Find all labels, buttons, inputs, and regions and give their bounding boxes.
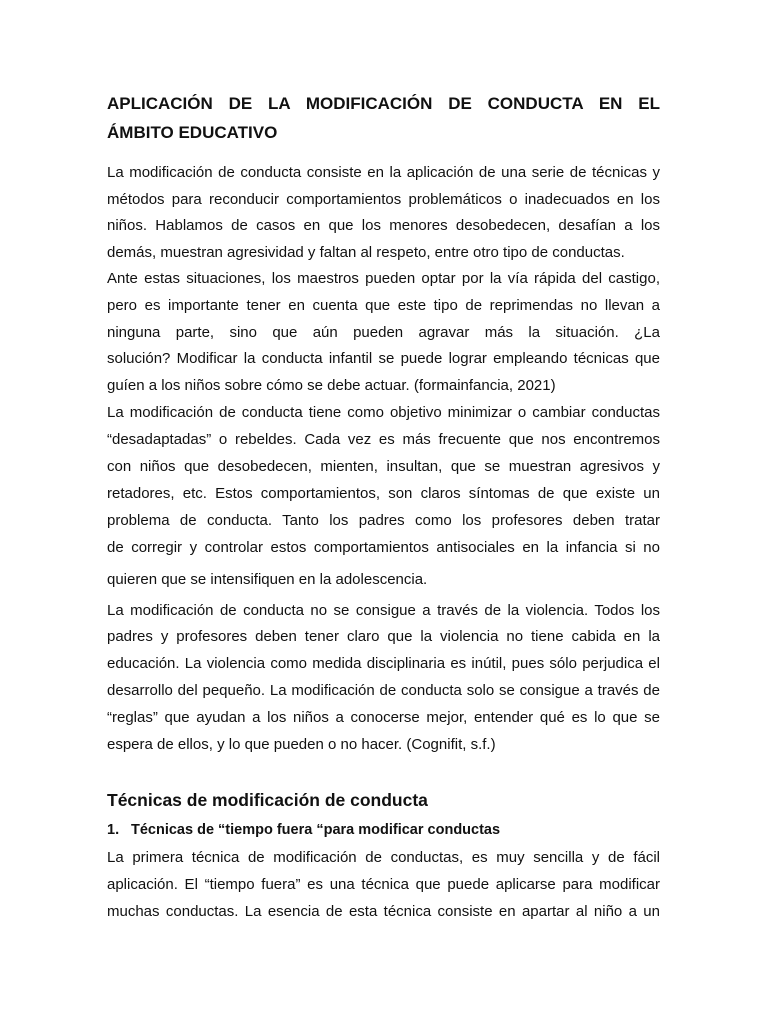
paragraph-5-line: aplicación. El “tiempo fuera” es una técnica que puede aplicarse para modificar (107, 876, 660, 893)
subsection-number: 1. (107, 822, 120, 838)
paragraph-2-line: Ante estas situaciones, los maestros pueden optar por la vía rápida del castigo, (107, 270, 660, 287)
paragraph-1-line: métodos para reconducir comportamientos problemáticos o inadecuados en los (107, 191, 660, 208)
paragraph-4-line: padres y profesores deben tener claro que la violencia no tiene cabida en la (107, 628, 660, 645)
paragraph-3-line: de corregir y controlar estos comportamientos antisociales en la infancia si no (107, 539, 660, 556)
paragraph-4-line: espera de ellos, y lo que pueden o no hacer. (Cognifit, s.f.) (107, 736, 496, 753)
subsection-title: Técnicas de “tiempo fuera “para modificar conductas (131, 822, 501, 838)
paragraph-4-line: “reglas” que ayudan a los niños a conocerse mejor, entender qué es lo que se (107, 709, 660, 726)
document-title-line-2: ÁMBITO EDUCATIVO (107, 123, 278, 142)
section-heading: Técnicas de modificación de conducta (107, 790, 428, 810)
paragraph-4-line: desarrollo del pequeño. La modificación de conducta solo se consigue a través de (107, 682, 660, 699)
paragraph-1-line: La modificación de conducta consiste en la aplicación de una serie de técnicas y (107, 164, 660, 181)
paragraph-2-line: solución? Modificar la conducta infantil se puede lograr empleando técnicas que (107, 350, 660, 367)
paragraph-2-line: ninguna parte, sino que aún pueden agravar más la situación. ¿La (107, 324, 660, 341)
paragraph-5-line: La primera técnica de modificación de conductas, es muy sencilla y de fácil (107, 849, 660, 866)
paragraph-1-line: niños. Hablamos de casos en que los menores desobedecen, desafían a los (107, 217, 660, 234)
paragraph-2-line: guíen a los niños sobre cómo se debe actuar. (formainfancia, 2021) (107, 377, 556, 394)
paragraph-3-line: “desadaptadas” o rebeldes. Cada vez es más frecuente que nos encontremos (107, 431, 660, 448)
document-title-line-1: APLICACIÓN DE LA MODIFICACIÓN DE CONDUCTA EN EL (107, 94, 660, 113)
paragraph-5-line: muchas conductas. La esencia de esta técnica consiste en apartar al niño a un (107, 903, 660, 920)
paragraph-3-line: problema de conducta. Tanto los padres como los profesores deben tratar (107, 512, 660, 529)
paragraph-4-line: educación. La violencia como medida disciplinaria es inútil, pues sólo perjudica el (107, 655, 660, 672)
subsection-heading (107, 817, 660, 843)
paragraph-4-line: La modificación de conducta no se consigue a través de la violencia. Todos los (107, 602, 660, 619)
paragraph-2-line: pero es importante tener en cuenta que este tipo de reprimendas no llevan a (107, 297, 660, 314)
paragraph-3-line: con niños que desobedecen, mienten, insultan, que se muestran agresivos y (107, 458, 660, 475)
paragraph-3-line: retadores, etc. Estos comportamientos, son claros síntomas de que existe un (107, 485, 660, 502)
paragraph-1-line: demás, muestran agresividad y faltan al respeto, entre otro tipo de conductas. (107, 244, 625, 261)
paragraph-3-line: La modificación de conducta tiene como objetivo minimizar o cambiar conductas (107, 404, 660, 421)
paragraph-3-line: quieren que se intensifiquen en la adolescencia. (107, 571, 428, 588)
